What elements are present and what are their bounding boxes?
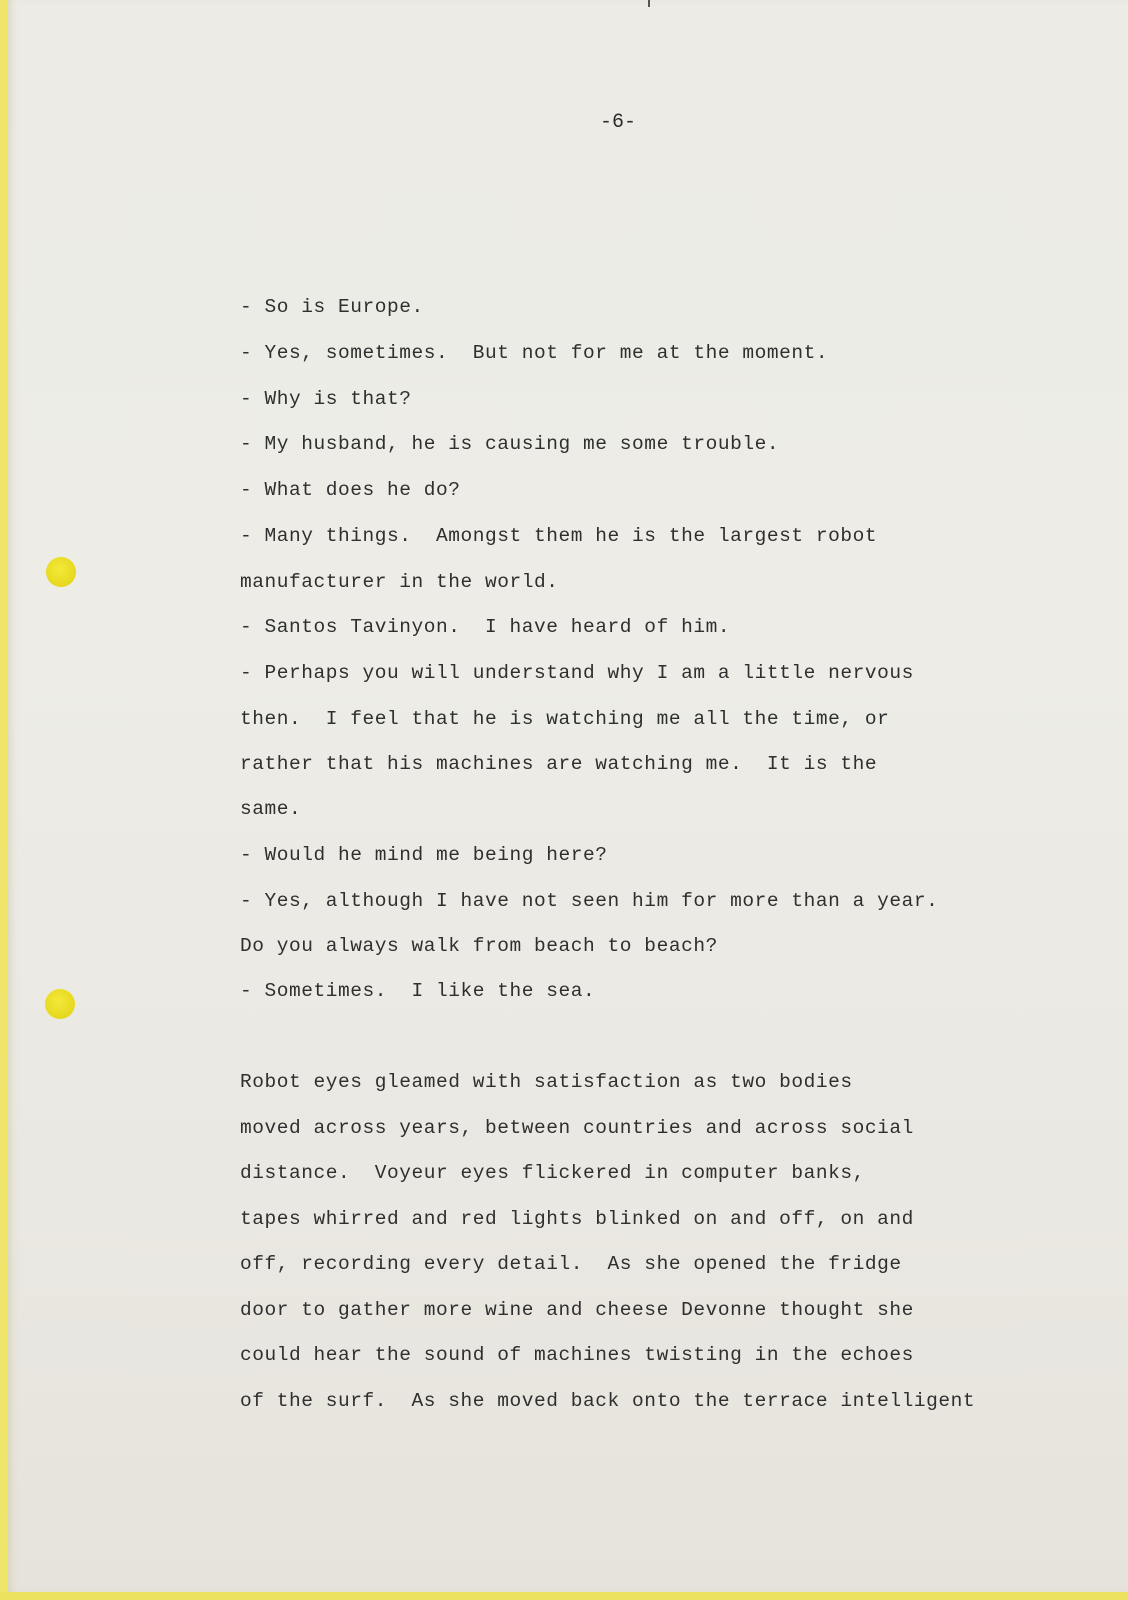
dialogue-line: rather that his machines are watching me. It is the: [240, 753, 878, 775]
narrative-line: door to gather more wine and cheese Devonne thought she: [240, 1299, 914, 1321]
dialogue-line: - Why is that?: [240, 388, 412, 410]
dialogue-line: - So is Europe.: [240, 296, 424, 318]
narrative-line: off, recording every detail. As she opened the fridge: [240, 1253, 902, 1275]
punch-hole-upper: [46, 557, 76, 587]
dialogue-line: - Santos Tavinyon. I have heard of him.: [240, 616, 731, 638]
dialogue-line: - Yes, although I have not seen him for more than a year.: [240, 890, 939, 912]
punch-hole-lower: [45, 989, 75, 1019]
narrative-line: could hear the sound of machines twisting in the echoes: [240, 1344, 914, 1366]
dialogue-line: - What does he do?: [240, 479, 461, 501]
dialogue-line: manufacturer in the world.: [240, 571, 559, 593]
narrative-line: tapes whirred and red lights blinked on and off, on and: [240, 1208, 914, 1230]
dialogue-line: then. I feel that he is watching me all the time, or: [240, 708, 890, 730]
narrative-line: of the surf. As she moved back onto the terrace intelligent: [240, 1390, 976, 1412]
dialogue-line: - My husband, he is causing me some trouble.: [240, 433, 780, 455]
dialogue-line: Do you always walk from beach to beach?: [240, 935, 718, 957]
dialogue-line: - Would he mind me being here?: [240, 844, 608, 866]
dialogue-line: - Many things. Amongst them he is the largest robot: [240, 525, 878, 547]
page-number: -6-: [599, 111, 636, 134]
narrative-line: moved across years, between countries and across social: [240, 1117, 914, 1139]
narrative-line: distance. Voyeur eyes flickered in computer banks,: [240, 1162, 865, 1184]
dialogue-line: - Yes, sometimes. But not for me at the moment.: [240, 342, 829, 364]
dialogue-line: same.: [240, 798, 302, 820]
narrative-line: Robot eyes gleamed with satisfaction as two bodies: [240, 1071, 853, 1093]
dialogue-line: - Perhaps you will understand why I am a little nervous: [240, 662, 914, 684]
dialogue-line: - Sometimes. I like the sea.: [240, 980, 596, 1002]
page-backing-edge: [0, 1592, 1128, 1600]
paper-mark: [648, 0, 650, 7]
